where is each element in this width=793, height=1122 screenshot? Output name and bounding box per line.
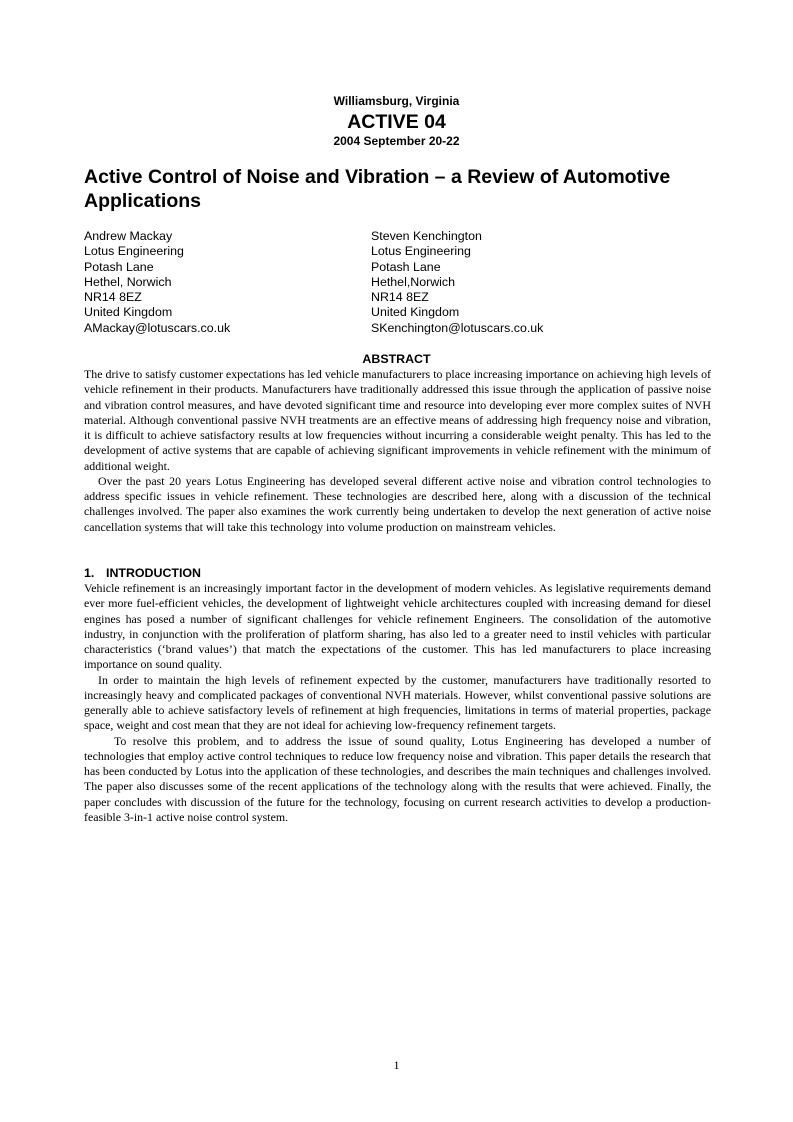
author-street: Potash Lane	[371, 259, 441, 274]
author-city: Hethel,Norwich	[371, 274, 456, 289]
abstract-paragraph: The drive to satisfy customer expectations has led vehicle manufacturers to place increasing importance on achieving high levels of vehicle refinement in their products. Manufacturers have traditionally addressed this issue through the application of passive noise and vibration control measures, and have devoted significant time and resource into developing ever more complex suites of NVH material. Although conventional passive NVH treatments are an effective means of addressing high frequency noise and vibration, it is difficult to achieve satisfactory results at low frequencies without incurring a considerable weight penalty. This has led to the development of active systems that are capable of achieving significant improvements in vehicle refinement with the minimum of additional weight.	[84, 367, 711, 473]
section-number: 1.	[84, 566, 95, 580]
author-country: United Kingdom	[84, 305, 173, 320]
author-organization: Lotus Engineering	[84, 244, 184, 259]
author-block	[84, 229, 710, 339]
paper-title: Active Control of Noise and Vibration – a Review of Automotive Applications	[84, 166, 671, 212]
section-heading-introduction	[84, 566, 201, 581]
author-postcode: NR14 8EZ	[84, 290, 142, 305]
body-paragraph: Vehicle refinement is an increasingly important factor in the development of modern vehicles. As legislative requirements demand ever more fuel-efficient vehicles, the development of lightweight vehicle architectures coupled with increasing demand for diesel engines has posed a number of significant challenges for vehicle refinement Engineers. The consolidation of the automotive industry, in conjunction with the proliferation of platform sharing, has also led to a greater need to instil vehicles with particular characteristics (‘brand values’) that match the expectations of the customer. This has led manufacturers to place increasing importance on sound quality.	[84, 581, 711, 672]
author-email: SKenchington@lotuscars.co.uk	[371, 320, 544, 335]
author-country: United Kingdom	[371, 305, 460, 320]
author-1	[84, 229, 230, 336]
author-2	[371, 229, 543, 336]
introduction-body	[84, 581, 711, 825]
body-paragraph: To resolve this problem, and to address the issue of sound quality, Lotus Engineering has developed a number of technologies that employ active control techniques to reduce low frequency noise and vibration. This paper details the research that has been conducted by Lotus into the application of these technologies, and describes the main techniques and challenges involved. The paper also discusses some of the recent applications of the technology along with the results that were achieved. Finally, the paper concludes with discussion of the future for the technology, focusing on current research activities to develop a production-feasible 3-in-1 active noise control system.	[84, 733, 711, 824]
body-paragraph: In order to maintain the high levels of refinement expected by the customer, manufacturers have traditionally resorted to increasingly heavy and complicated packages of conventional NVH materials. However, whilst conventional passive solutions are generally able to achieve satisfactory levels of refinement at high frequencies, limitations in terms of material properties, package space, weight and cost mean that they are not ideal for achieving low-frequency refinement targets.	[84, 672, 711, 733]
author-name: Steven Kenchington	[371, 229, 482, 243]
author-postcode: NR14 8EZ	[371, 290, 429, 305]
conference-name: ACTIVE 04	[347, 111, 446, 133]
abstract-body	[84, 367, 711, 535]
conference-header	[0, 94, 793, 149]
author-email: AMackay@lotuscars.co.uk	[84, 320, 231, 335]
author-name: Andrew Mackay	[84, 229, 173, 243]
abstract-heading: ABSTRACT	[362, 352, 431, 366]
conference-date: 2004 September 20-22	[333, 134, 460, 148]
author-organization: Lotus Engineering	[371, 244, 471, 259]
page-number: 1	[393, 1058, 400, 1072]
abstract-paragraph: Over the past 20 years Lotus Engineering has developed several different active noise and vibration control technologies to address specific issues in vehicle refinement. These technologies are described here, along with a discussion of the technical challenges involved. The paper also examines the work currently being undertaken to develop the next generation of active noise cancellation systems that will take this technology into volume production on mainstream vehicles.	[84, 473, 711, 534]
conference-location: Williamsburg, Virginia	[333, 94, 460, 108]
section-title: INTRODUCTION	[106, 566, 201, 580]
author-street: Potash Lane	[84, 259, 154, 274]
author-city: Hethel, Norwich	[84, 274, 172, 289]
